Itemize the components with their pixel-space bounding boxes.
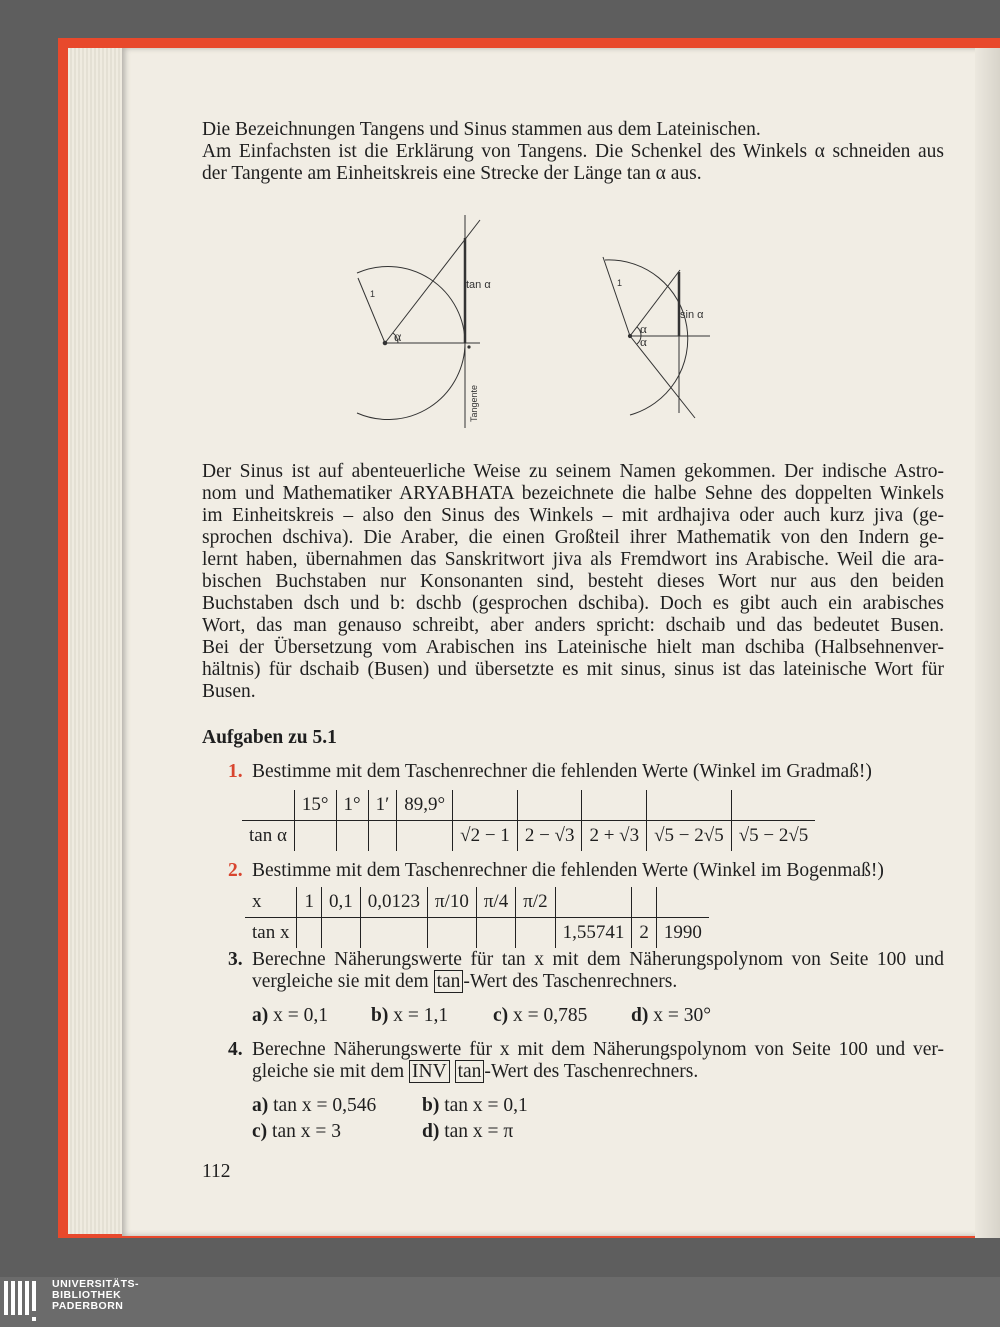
t2-r2-c6 — [516, 918, 555, 949]
t1-r2-c1 — [294, 821, 336, 852]
t1-r1-c6 — [517, 790, 582, 821]
inv-key: INV — [409, 1060, 450, 1083]
task3-c-value: x = 0,785 — [513, 1005, 588, 1026]
fig-right-alpha1: α — [640, 321, 647, 336]
task2-number: 2. — [228, 860, 243, 881]
task4-part-d — [422, 1121, 513, 1143]
task3-line1: Berechne Näherungswerte für tan x mit dem Näherungspolynom von Seite 100 und — [252, 949, 944, 970]
para2-line11: Busen. — [202, 681, 256, 702]
t1-r1-c8 — [647, 790, 732, 821]
t2-r1-c6: π/2 — [516, 887, 555, 918]
para2-line4: sprochen dschiva). Die Araber, die einen Großteil ihrer Mathematik von den Indern ge- — [202, 527, 944, 548]
task3-part-c — [493, 1005, 587, 1027]
t2-r1-c0: x — [245, 887, 297, 918]
t2-r2-c2 — [321, 918, 360, 949]
task4-c-label: c) — [252, 1121, 268, 1142]
t2-r2-c3 — [360, 918, 427, 949]
task4-a-value: tan x = 0,546 — [273, 1095, 377, 1116]
task4-d-label: d) — [422, 1121, 440, 1142]
tan-key-2: tan — [455, 1060, 485, 1083]
t2-r2-c0: tan x — [252, 922, 290, 943]
para1-line2: Am Einfachsten ist die Erklärung von Tangens. Die Schenkel des Winkels α schneiden aus — [202, 141, 944, 162]
task4-part-b — [422, 1095, 528, 1117]
task4-part-a — [252, 1095, 376, 1117]
para2-line10: hältnis) für dschaib (Busen) und übersetzte es mit sinus, sinus ist das lateinische Wort für — [202, 659, 944, 680]
task4-d-value: tan x = π — [444, 1121, 514, 1142]
para2-line5: lernt haben, übernahmen das Sanskritwort jiva als Fremdwort ins Arabische. Weil die ara- — [202, 549, 944, 570]
t2-r2-c7: 1,55741 — [555, 918, 632, 949]
t2-r2-c8: 2 — [632, 918, 657, 949]
t1-r1-c7 — [582, 790, 647, 821]
t2-r1-c4: π/10 — [427, 887, 476, 918]
task1-table — [242, 790, 815, 851]
task4-line2 — [252, 1061, 698, 1083]
logo-line1: UNIVERSITÄTS- — [52, 1278, 140, 1290]
t2-r1-c3: 0,0123 — [360, 887, 427, 918]
t1-r1-c0 — [242, 790, 294, 821]
task3-b-value: x = 1,1 — [393, 1005, 449, 1026]
logo-line2: BIBLIOTHEK — [52, 1289, 122, 1301]
tan-key: tan — [434, 970, 464, 993]
t1-r2-c6: 2 − √3 — [517, 821, 582, 852]
task4-line1: Berechne Näherungswerte für x mit dem Näherungspolynom von Seite 100 und ver- — [252, 1039, 944, 1060]
t2-r1-c9 — [656, 887, 709, 918]
t1-r1-c5 — [453, 790, 518, 821]
fig-left-tan-label: tan α — [466, 279, 491, 291]
t1-r2-c2 — [336, 821, 368, 852]
task3-c-label: c) — [493, 1005, 509, 1026]
logo-line3: PADERBORN — [52, 1300, 124, 1312]
task4-line2-pre: gleiche sie mit dem — [252, 1061, 405, 1082]
page-number: 112 — [202, 1161, 231, 1182]
t2-r2-c4 — [427, 918, 476, 949]
task4-part-c — [252, 1121, 341, 1143]
task2-text: Bestimme mit dem Taschenrechner die fehlenden Werte (Winkel im Bogenmaß!) — [252, 860, 884, 881]
fig-right-sin-label: sin α — [680, 309, 704, 321]
task4-line2-post: -Wert des Taschenrechners. — [484, 1061, 699, 1082]
t1-r2-c4 — [397, 821, 453, 852]
t2-r2-c1 — [297, 918, 322, 949]
t1-r2-c9: √5 − 2√5 — [731, 821, 815, 852]
para2-line2: nom und Mathematiker ARYABHATA bezeichnete die halbe Sehne des doppelten Winkels — [202, 483, 944, 504]
para2-line1: Der Sinus ist auf abenteuerliche Weise zu seinem Namen gekommen. Der indische Astro- — [202, 461, 944, 482]
t1-r1-c9 — [731, 790, 815, 821]
task1-text: Bestimme mit dem Taschenrechner die fehlenden Werte (Winkel im Gradmaß!) — [252, 761, 872, 782]
figure-tangent — [357, 215, 480, 428]
exercises-heading: Aufgaben zu 5.1 — [202, 727, 337, 748]
task4-b-value: tan x = 0,1 — [444, 1095, 528, 1116]
t1-r2-c3 — [368, 821, 397, 852]
t2-r2-c9: 1990 — [656, 918, 709, 949]
para1-line3: der Tangente am Einheitskreis eine Strecke der Länge tan α aus. — [202, 163, 702, 184]
t1-r1-c3: 1′ — [368, 790, 397, 821]
fig-left-one: 1 — [370, 289, 376, 299]
t2-r1-c1: 1 — [297, 887, 322, 918]
t2-r1-c2: 0,1 — [321, 887, 360, 918]
task3-line2-post: -Wert des Taschenrechners. — [463, 971, 678, 992]
fig-right-alpha2: α — [640, 334, 647, 349]
para2-line8: Wort, das man genauso schreibt, aber anders spricht: dschaib und das bedeutet Busen. — [202, 615, 944, 636]
para2-line3: im Einheitskreis – also den Sinus des Winkels – mit ardhajiva oder auch kurz jiva (ge- — [202, 505, 944, 526]
t2-r1-c8 — [632, 887, 657, 918]
task1-number: 1. — [228, 761, 243, 782]
task3-line2-pre: vergleiche sie mit dem — [252, 971, 429, 992]
task3-d-label: d) — [631, 1005, 649, 1026]
para1-line1: Die Bezeichnungen Tangens und Sinus stammen aus dem Lateinischen. — [202, 119, 761, 140]
fig-right-one: 1 — [617, 278, 623, 288]
task3-d-value: x = 30° — [653, 1005, 712, 1026]
task2-table — [245, 887, 709, 948]
fig-left-tangente-label: Tangente — [469, 384, 479, 422]
task3-line2 — [252, 971, 677, 993]
trig-figures — [340, 210, 740, 440]
task3-number: 3. — [228, 949, 243, 970]
task4-b-label: b) — [422, 1095, 440, 1116]
task4-a-label: a) — [252, 1095, 269, 1116]
para2-line7: Buchstaben dsch und b: dschb (gesprochen dschiba). Doch es gibt auch ein arabisches — [202, 593, 944, 614]
task3-b-label: b) — [371, 1005, 389, 1026]
t2-r1-c5: π/4 — [476, 887, 515, 918]
task3-a-label: a) — [252, 1005, 269, 1026]
t1-r1-c2: 1° — [336, 790, 368, 821]
t1-r2-c0: tan α — [249, 825, 287, 846]
t1-r1-c1: 15° — [294, 790, 336, 821]
para2-line9: Bei der Übersetzung vom Arabischen ins Lateinische hielt man dschiba (Halbsehnenver- — [202, 637, 944, 658]
page-right-edge — [975, 48, 1000, 1238]
t2-r2-c5 — [476, 918, 515, 949]
t1-r2-c8: √5 − 2√5 — [647, 821, 732, 852]
task3-part-a — [252, 1005, 328, 1027]
t1-r2-c5: √2 − 1 — [453, 821, 518, 852]
page-stack — [68, 48, 128, 1234]
para2-line6: bischen Buchstaben nur Konsonanten sind, besteht dieses Wort nur aus den beiden — [202, 571, 944, 592]
t2-r1-c7 — [555, 887, 632, 918]
task3-a-value: x = 0,1 — [273, 1005, 328, 1026]
t1-r1-c4: 89,9° — [397, 790, 453, 821]
task4-number: 4. — [228, 1039, 243, 1060]
t1-r2-c7: 2 + √3 — [582, 821, 647, 852]
fig-left-alpha: α — [394, 330, 402, 345]
library-logo-icon — [4, 1281, 48, 1325]
task3-part-d — [631, 1005, 711, 1027]
task4-c-value: tan x = 3 — [272, 1121, 341, 1142]
library-footer — [0, 1277, 1000, 1327]
task3-part-b — [371, 1005, 448, 1027]
